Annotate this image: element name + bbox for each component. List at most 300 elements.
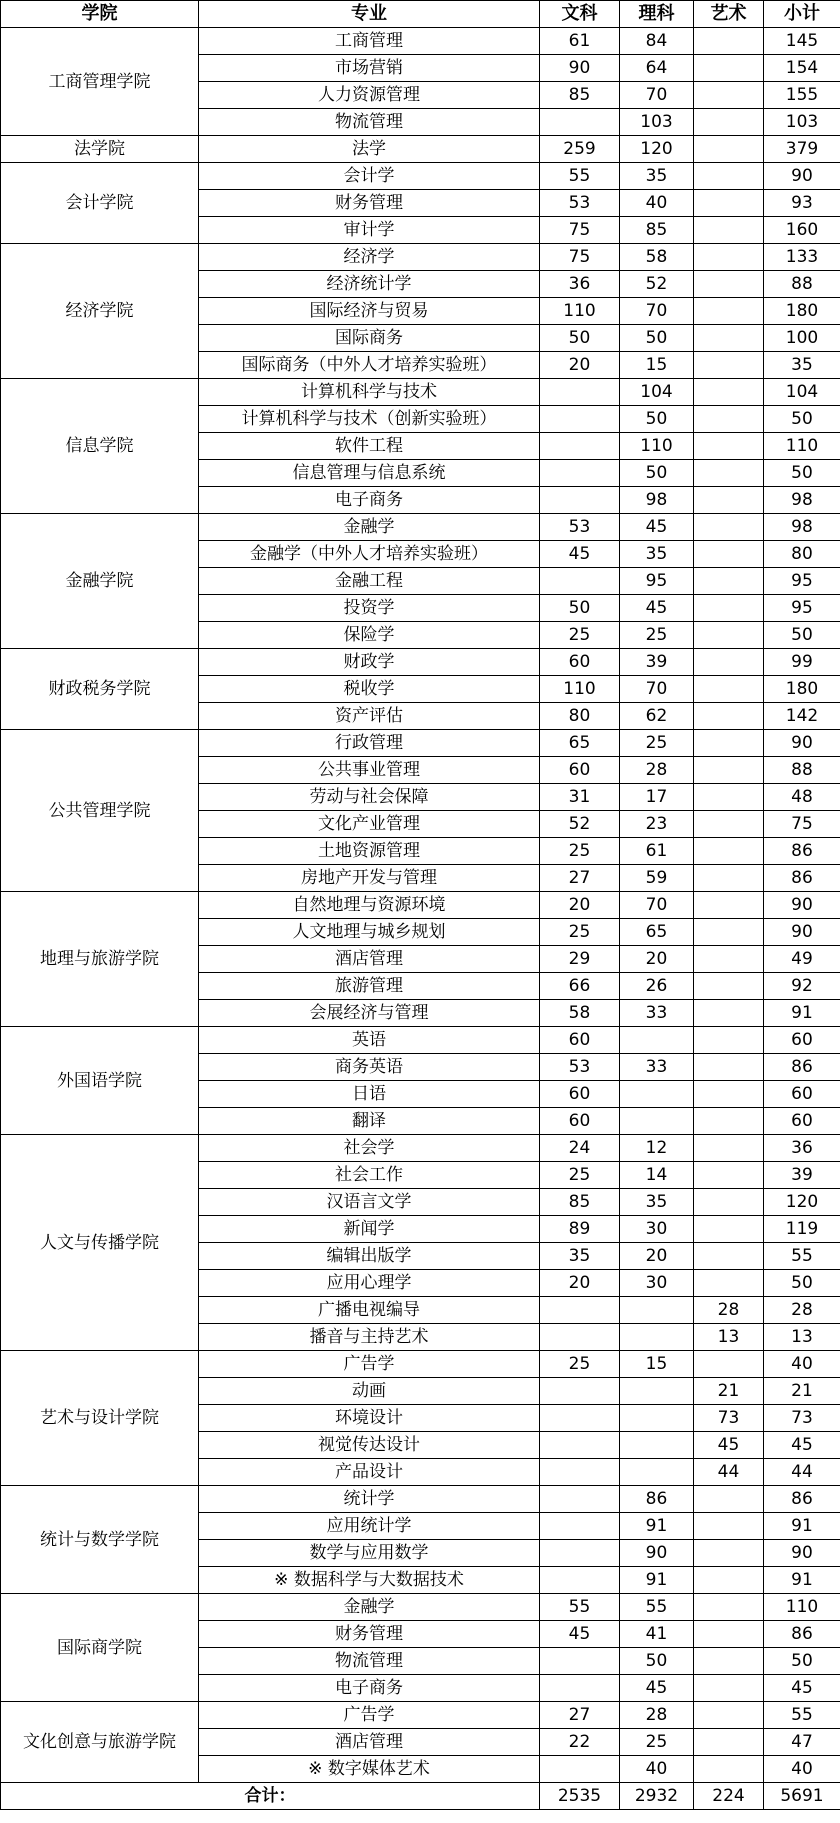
liberal-arts-cell: 50 — [540, 595, 620, 622]
subtotal-cell: 48 — [764, 784, 840, 811]
major-cell: 国际经济与贸易 — [199, 298, 540, 325]
subtotal-cell: 86 — [764, 1054, 840, 1081]
science-cell: 25 — [620, 1729, 694, 1756]
subtotal-cell: 75 — [764, 811, 840, 838]
liberal-arts-cell — [540, 1459, 620, 1486]
art-cell — [694, 784, 764, 811]
liberal-arts-cell — [540, 1756, 620, 1783]
table-row — [1, 28, 840, 55]
table-row — [1, 136, 840, 163]
liberal-arts-cell: 85 — [540, 1189, 620, 1216]
college-cell: 法学院 — [1, 136, 199, 163]
science-cell — [620, 1378, 694, 1405]
art-cell — [694, 622, 764, 649]
science-cell: 20 — [620, 1243, 694, 1270]
art-cell: 44 — [694, 1459, 764, 1486]
art-cell — [694, 1486, 764, 1513]
college-cell: 地理与旅游学院 — [1, 892, 199, 1027]
subtotal-cell: 88 — [764, 757, 840, 784]
art-cell — [694, 244, 764, 271]
subtotal-cell: 104 — [764, 379, 840, 406]
art-cell — [694, 460, 764, 487]
major-cell: 商务英语 — [199, 1054, 540, 1081]
science-cell: 120 — [620, 136, 694, 163]
subtotal-cell: 86 — [764, 1621, 840, 1648]
art-cell — [694, 217, 764, 244]
science-cell: 98 — [620, 487, 694, 514]
major-cell: 金融学 — [199, 514, 540, 541]
art-cell — [694, 946, 764, 973]
subtotal-cell: 45 — [764, 1675, 840, 1702]
major-cell: 英语 — [199, 1027, 540, 1054]
subtotal-cell: 133 — [764, 244, 840, 271]
major-cell: 旅游管理 — [199, 973, 540, 1000]
science-cell: 62 — [620, 703, 694, 730]
science-cell: 40 — [620, 190, 694, 217]
science-cell: 41 — [620, 1621, 694, 1648]
science-cell: 85 — [620, 217, 694, 244]
major-cell: 物流管理 — [199, 1648, 540, 1675]
major-cell: 环境设计 — [199, 1405, 540, 1432]
table-body — [1, 28, 840, 1783]
science-cell: 28 — [620, 757, 694, 784]
header-college: 学院 — [1, 1, 199, 28]
science-cell: 12 — [620, 1135, 694, 1162]
liberal-arts-cell: 53 — [540, 514, 620, 541]
liberal-arts-cell: 29 — [540, 946, 620, 973]
major-cell: 金融工程 — [199, 568, 540, 595]
major-cell: 财务管理 — [199, 190, 540, 217]
liberal-arts-cell: 20 — [540, 892, 620, 919]
art-cell — [694, 1108, 764, 1135]
major-cell: 酒店管理 — [199, 946, 540, 973]
science-cell: 91 — [620, 1513, 694, 1540]
art-cell — [694, 1189, 764, 1216]
science-cell: 15 — [620, 352, 694, 379]
art-cell — [694, 1243, 764, 1270]
science-cell: 28 — [620, 1702, 694, 1729]
liberal-arts-cell: 60 — [540, 757, 620, 784]
subtotal-cell: 86 — [764, 838, 840, 865]
major-cell: 物流管理 — [199, 109, 540, 136]
subtotal-cell: 90 — [764, 1540, 840, 1567]
liberal-arts-cell: 75 — [540, 217, 620, 244]
art-cell — [694, 1648, 764, 1675]
science-cell: 50 — [620, 406, 694, 433]
science-cell: 84 — [620, 28, 694, 55]
major-cell: 金融学（中外人才培养实验班） — [199, 541, 540, 568]
subtotal-cell: 180 — [764, 676, 840, 703]
subtotal-cell: 44 — [764, 1459, 840, 1486]
college-cell: 国际商学院 — [1, 1594, 199, 1702]
subtotal-cell: 92 — [764, 973, 840, 1000]
art-cell — [694, 1054, 764, 1081]
subtotal-cell: 379 — [764, 136, 840, 163]
subtotal-cell: 28 — [764, 1297, 840, 1324]
subtotal-cell: 55 — [764, 1702, 840, 1729]
art-cell — [694, 1216, 764, 1243]
art-cell: 21 — [694, 1378, 764, 1405]
header-subtotal: 小计 — [764, 1, 840, 28]
science-cell: 14 — [620, 1162, 694, 1189]
art-cell — [694, 1675, 764, 1702]
liberal-arts-cell — [540, 406, 620, 433]
major-cell: 土地资源管理 — [199, 838, 540, 865]
art-cell — [694, 973, 764, 1000]
major-cell: 会计学 — [199, 163, 540, 190]
major-cell: 应用心理学 — [199, 1270, 540, 1297]
science-cell: 45 — [620, 1675, 694, 1702]
subtotal-cell: 98 — [764, 514, 840, 541]
table-row — [1, 1702, 840, 1729]
art-cell — [694, 1000, 764, 1027]
major-cell: 社会学 — [199, 1135, 540, 1162]
major-cell: 人文地理与城乡规划 — [199, 919, 540, 946]
major-cell: 电子商务 — [199, 1675, 540, 1702]
liberal-arts-cell — [540, 433, 620, 460]
art-cell — [694, 1351, 764, 1378]
subtotal-cell: 21 — [764, 1378, 840, 1405]
table-row — [1, 514, 840, 541]
major-cell: 经济统计学 — [199, 271, 540, 298]
science-cell — [620, 1027, 694, 1054]
subtotal-cell: 103 — [764, 109, 840, 136]
major-cell: ※ 数据科学与大数据技术 — [199, 1567, 540, 1594]
art-cell — [694, 1567, 764, 1594]
science-cell: 65 — [620, 919, 694, 946]
liberal-arts-cell: 60 — [540, 1081, 620, 1108]
subtotal-cell: 90 — [764, 892, 840, 919]
liberal-arts-cell: 25 — [540, 622, 620, 649]
subtotal-cell: 120 — [764, 1189, 840, 1216]
science-cell: 45 — [620, 595, 694, 622]
science-cell: 20 — [620, 946, 694, 973]
science-cell: 70 — [620, 82, 694, 109]
total-label: 合计： — [1, 1783, 540, 1810]
liberal-arts-cell: 35 — [540, 1243, 620, 1270]
science-cell: 40 — [620, 1756, 694, 1783]
science-cell: 50 — [620, 325, 694, 352]
college-cell: 工商管理学院 — [1, 28, 199, 136]
art-cell — [694, 811, 764, 838]
science-cell — [620, 1405, 694, 1432]
subtotal-cell: 45 — [764, 1432, 840, 1459]
liberal-arts-cell: 58 — [540, 1000, 620, 1027]
art-cell — [694, 1702, 764, 1729]
college-cell: 艺术与设计学院 — [1, 1351, 199, 1486]
subtotal-cell: 119 — [764, 1216, 840, 1243]
subtotal-cell: 154 — [764, 55, 840, 82]
subtotal-cell: 91 — [764, 1567, 840, 1594]
subtotal-cell: 49 — [764, 946, 840, 973]
header-major: 专业 — [199, 1, 540, 28]
major-cell: 视觉传达设计 — [199, 1432, 540, 1459]
science-cell: 58 — [620, 244, 694, 271]
science-cell: 61 — [620, 838, 694, 865]
college-cell: 财政税务学院 — [1, 649, 199, 730]
subtotal-cell: 145 — [764, 28, 840, 55]
major-cell: 编辑出版学 — [199, 1243, 540, 1270]
art-cell — [694, 1513, 764, 1540]
art-cell — [694, 82, 764, 109]
science-cell: 86 — [620, 1486, 694, 1513]
art-cell — [694, 325, 764, 352]
science-cell: 35 — [620, 163, 694, 190]
major-cell: 金融学 — [199, 1594, 540, 1621]
major-cell: 法学 — [199, 136, 540, 163]
subtotal-cell: 50 — [764, 406, 840, 433]
major-cell: 审计学 — [199, 217, 540, 244]
liberal-arts-cell: 53 — [540, 190, 620, 217]
major-cell: 产品设计 — [199, 1459, 540, 1486]
subtotal-cell: 110 — [764, 1594, 840, 1621]
liberal-arts-cell: 55 — [540, 163, 620, 190]
art-cell — [694, 163, 764, 190]
science-cell: 35 — [620, 1189, 694, 1216]
science-cell: 33 — [620, 1000, 694, 1027]
art-cell — [694, 676, 764, 703]
college-cell: 文化创意与旅游学院 — [1, 1702, 199, 1783]
science-cell: 23 — [620, 811, 694, 838]
subtotal-cell: 90 — [764, 730, 840, 757]
table-row — [1, 1351, 840, 1378]
liberal-arts-cell: 20 — [540, 1270, 620, 1297]
college-cell: 人文与传播学院 — [1, 1135, 199, 1351]
subtotal-cell: 99 — [764, 649, 840, 676]
art-cell — [694, 190, 764, 217]
table-row — [1, 730, 840, 757]
art-cell — [694, 1729, 764, 1756]
liberal-arts-cell: 89 — [540, 1216, 620, 1243]
major-cell: 保险学 — [199, 622, 540, 649]
liberal-arts-cell: 25 — [540, 919, 620, 946]
art-cell — [694, 298, 764, 325]
art-cell — [694, 55, 764, 82]
subtotal-cell: 110 — [764, 433, 840, 460]
liberal-arts-cell — [540, 1432, 620, 1459]
science-cell: 33 — [620, 1054, 694, 1081]
major-cell: 酒店管理 — [199, 1729, 540, 1756]
major-cell: 电子商务 — [199, 487, 540, 514]
subtotal-cell: 90 — [764, 919, 840, 946]
subtotal-cell: 142 — [764, 703, 840, 730]
subtotal-cell: 86 — [764, 1486, 840, 1513]
science-cell: 25 — [620, 730, 694, 757]
science-cell: 91 — [620, 1567, 694, 1594]
liberal-arts-cell: 25 — [540, 1351, 620, 1378]
subtotal-cell: 50 — [764, 1270, 840, 1297]
subtotal-cell: 36 — [764, 1135, 840, 1162]
table-row — [1, 1027, 840, 1054]
subtotal-cell: 50 — [764, 460, 840, 487]
art-cell — [694, 433, 764, 460]
subtotal-cell: 60 — [764, 1027, 840, 1054]
liberal-arts-cell: 31 — [540, 784, 620, 811]
liberal-arts-cell: 27 — [540, 1702, 620, 1729]
subtotal-cell: 55 — [764, 1243, 840, 1270]
art-cell — [694, 1270, 764, 1297]
art-cell: 13 — [694, 1324, 764, 1351]
subtotal-cell: 155 — [764, 82, 840, 109]
liberal-arts-cell: 50 — [540, 325, 620, 352]
college-cell: 信息学院 — [1, 379, 199, 514]
liberal-arts-cell: 110 — [540, 298, 620, 325]
major-cell: 房地产开发与管理 — [199, 865, 540, 892]
science-cell: 104 — [620, 379, 694, 406]
science-cell — [620, 1297, 694, 1324]
art-cell — [694, 136, 764, 163]
liberal-arts-cell: 25 — [540, 1162, 620, 1189]
major-cell: 税收学 — [199, 676, 540, 703]
science-cell — [620, 1108, 694, 1135]
art-cell — [694, 1756, 764, 1783]
art-cell — [694, 379, 764, 406]
major-cell: 软件工程 — [199, 433, 540, 460]
science-cell: 103 — [620, 109, 694, 136]
major-cell: 日语 — [199, 1081, 540, 1108]
header-art: 艺术 — [694, 1, 764, 28]
subtotal-cell: 90 — [764, 163, 840, 190]
liberal-arts-cell: 53 — [540, 1054, 620, 1081]
subtotal-cell: 95 — [764, 568, 840, 595]
total-art: 224 — [694, 1783, 764, 1810]
liberal-arts-cell: 36 — [540, 271, 620, 298]
liberal-arts-cell — [540, 1540, 620, 1567]
art-cell — [694, 568, 764, 595]
science-cell: 25 — [620, 622, 694, 649]
liberal-arts-cell: 45 — [540, 541, 620, 568]
art-cell — [694, 865, 764, 892]
major-cell: 计算机科学与技术 — [199, 379, 540, 406]
art-cell — [694, 406, 764, 433]
liberal-arts-cell: 20 — [540, 352, 620, 379]
major-cell: 经济学 — [199, 244, 540, 271]
major-cell: 财务管理 — [199, 1621, 540, 1648]
science-cell: 35 — [620, 541, 694, 568]
art-cell — [694, 1621, 764, 1648]
college-cell: 公共管理学院 — [1, 730, 199, 892]
liberal-arts-cell: 85 — [540, 82, 620, 109]
art-cell — [694, 109, 764, 136]
art-cell — [694, 352, 764, 379]
table-row — [1, 892, 840, 919]
liberal-arts-cell — [540, 1324, 620, 1351]
art-cell — [694, 1540, 764, 1567]
major-cell: 翻译 — [199, 1108, 540, 1135]
major-cell: 公共事业管理 — [199, 757, 540, 784]
science-cell: 39 — [620, 649, 694, 676]
science-cell: 70 — [620, 892, 694, 919]
header-science: 理科 — [620, 1, 694, 28]
science-cell: 50 — [620, 1648, 694, 1675]
major-cell: 国际商务 — [199, 325, 540, 352]
college-cell: 会计学院 — [1, 163, 199, 244]
subtotal-cell: 40 — [764, 1756, 840, 1783]
liberal-arts-cell — [540, 1297, 620, 1324]
liberal-arts-cell: 60 — [540, 1027, 620, 1054]
major-cell: 投资学 — [199, 595, 540, 622]
art-cell — [694, 703, 764, 730]
science-cell: 17 — [620, 784, 694, 811]
science-cell: 26 — [620, 973, 694, 1000]
major-cell: 社会工作 — [199, 1162, 540, 1189]
major-cell: 信息管理与信息系统 — [199, 460, 540, 487]
college-cell: 统计与数学学院 — [1, 1486, 199, 1594]
art-cell — [694, 649, 764, 676]
art-cell — [694, 541, 764, 568]
science-cell: 45 — [620, 514, 694, 541]
subtotal-cell: 93 — [764, 190, 840, 217]
major-cell: ※ 数字媒体艺术 — [199, 1756, 540, 1783]
subtotal-cell: 60 — [764, 1081, 840, 1108]
art-cell: 73 — [694, 1405, 764, 1432]
liberal-arts-cell — [540, 1567, 620, 1594]
liberal-arts-cell: 80 — [540, 703, 620, 730]
liberal-arts-cell — [540, 1405, 620, 1432]
subtotal-cell: 180 — [764, 298, 840, 325]
subtotal-cell: 47 — [764, 1729, 840, 1756]
table-row — [1, 1594, 840, 1621]
major-cell: 人力资源管理 — [199, 82, 540, 109]
table-row — [1, 649, 840, 676]
art-cell — [694, 271, 764, 298]
science-cell: 70 — [620, 676, 694, 703]
science-cell: 50 — [620, 460, 694, 487]
subtotal-cell: 13 — [764, 1324, 840, 1351]
art-cell — [694, 1135, 764, 1162]
subtotal-cell: 50 — [764, 622, 840, 649]
table-row — [1, 1486, 840, 1513]
liberal-arts-cell: 90 — [540, 55, 620, 82]
major-cell: 行政管理 — [199, 730, 540, 757]
major-cell: 会展经济与管理 — [199, 1000, 540, 1027]
subtotal-cell: 91 — [764, 1513, 840, 1540]
science-cell — [620, 1459, 694, 1486]
major-cell: 播音与主持艺术 — [199, 1324, 540, 1351]
table-row — [1, 163, 840, 190]
college-cell: 金融学院 — [1, 514, 199, 649]
liberal-arts-cell — [540, 109, 620, 136]
art-cell — [694, 1027, 764, 1054]
major-cell: 国际商务（中外人才培养实验班） — [199, 352, 540, 379]
subtotal-cell: 39 — [764, 1162, 840, 1189]
major-cell: 汉语言文学 — [199, 1189, 540, 1216]
science-cell: 64 — [620, 55, 694, 82]
college-cell: 外国语学院 — [1, 1027, 199, 1135]
science-cell — [620, 1432, 694, 1459]
liberal-arts-cell — [540, 1486, 620, 1513]
science-cell: 95 — [620, 568, 694, 595]
major-cell: 应用统计学 — [199, 1513, 540, 1540]
science-cell: 110 — [620, 433, 694, 460]
subtotal-cell: 95 — [764, 595, 840, 622]
major-cell: 动画 — [199, 1378, 540, 1405]
subtotal-cell: 80 — [764, 541, 840, 568]
art-cell — [694, 757, 764, 784]
college-cell: 经济学院 — [1, 244, 199, 379]
liberal-arts-cell: 110 — [540, 676, 620, 703]
subtotal-cell: 160 — [764, 217, 840, 244]
art-cell — [694, 28, 764, 55]
table-row — [1, 1135, 840, 1162]
major-cell: 市场营销 — [199, 55, 540, 82]
major-cell: 工商管理 — [199, 28, 540, 55]
liberal-arts-cell: 259 — [540, 136, 620, 163]
science-cell: 30 — [620, 1216, 694, 1243]
liberal-arts-cell — [540, 1675, 620, 1702]
science-cell: 15 — [620, 1351, 694, 1378]
art-cell — [694, 1162, 764, 1189]
